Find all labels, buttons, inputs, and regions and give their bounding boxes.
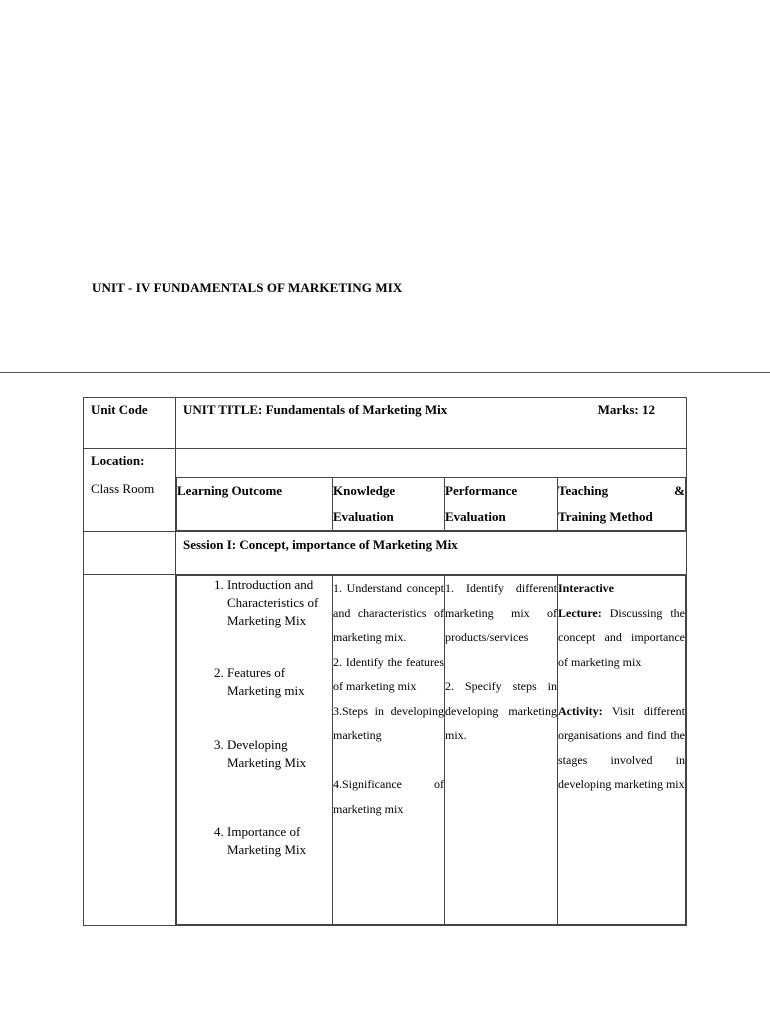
lecture-text	[558, 601, 685, 675]
performance-evaluation-cell	[445, 576, 558, 925]
learning-outcome-item: 2. Features of Marketing mix	[227, 664, 332, 700]
col-performance	[445, 478, 558, 531]
knowledge-item: 3.Steps in developing marketing	[333, 703, 444, 742]
activity-label: Activity:	[558, 703, 603, 718]
learning-outcomes-cell	[177, 576, 333, 925]
session-body-cell	[176, 575, 687, 926]
session-table	[176, 575, 686, 925]
col-teaching-line1: Teaching	[558, 483, 609, 498]
learning-outcomes-list	[177, 576, 332, 859]
unit-title-cell	[176, 398, 687, 449]
activity-description: Visit different organisations and find the stages involved in developing marketing mix	[558, 703, 685, 791]
location-value: Class Room	[91, 481, 155, 496]
empty-strip	[176, 449, 686, 477]
knowledge-item: 4.Significance of marketing mix	[333, 777, 444, 816]
blank-cell-body	[84, 575, 176, 926]
content-cell	[176, 449, 687, 532]
learning-outcome-item: 3. Developing Marketing Mix	[227, 736, 332, 772]
col-teaching-amp: &	[674, 483, 685, 498]
knowledge-item: 1. Understand concept and characteristics of marketing mix.	[333, 581, 444, 644]
teaching-method-cell	[558, 576, 686, 925]
col-performance-line2: Evaluation	[445, 509, 506, 524]
performance-item: 2. Specify steps in developing marketing mix.	[445, 679, 557, 742]
performance-item: 1. Identify different marketing mix of products/services	[445, 581, 557, 644]
learning-outcome-item: 1. Introduction and Characteristics of Marketing Mix	[227, 576, 332, 630]
lecture-description: Discussing the concept and importance of marketing mix	[558, 605, 685, 669]
unit-heading: UNIT - IV FUNDAMENTALS OF MARKETING MIX	[92, 280, 403, 295]
col-knowledge	[333, 478, 445, 531]
knowledge-evaluation-cell	[333, 576, 445, 925]
unit-title: UNIT TITLE: Fundamentals of Marketing Mix	[183, 402, 448, 417]
col-performance-line1: Performance	[445, 483, 518, 498]
session-title: Session I: Concept, importance of Marketing Mix	[176, 532, 687, 575]
location-cell	[84, 449, 176, 532]
unit-code-label: Unit Code	[84, 398, 176, 449]
location-label: Location:	[91, 453, 145, 468]
col-knowledge-line2: Evaluation	[333, 509, 394, 524]
lecture-title: Interactive	[558, 581, 614, 595]
blank-cell	[84, 532, 176, 575]
col-learning-outcome: Learning Outcome	[177, 478, 333, 531]
col-knowledge-line1: Knowledge	[333, 483, 396, 498]
lecture-label: Lecture:	[558, 605, 602, 620]
horizontal-rule	[0, 372, 770, 373]
col-teaching-line2: Training Method	[558, 509, 653, 524]
unit-table	[83, 397, 687, 926]
marks: Marks: 12	[597, 402, 655, 417]
activity-text	[558, 699, 685, 797]
col-teaching	[558, 478, 686, 531]
learning-outcome-item: 4. Importance of Marketing Mix	[227, 823, 332, 859]
knowledge-item: 2. Identify the features of marketing mix	[333, 654, 444, 693]
outcome-table	[176, 477, 686, 531]
